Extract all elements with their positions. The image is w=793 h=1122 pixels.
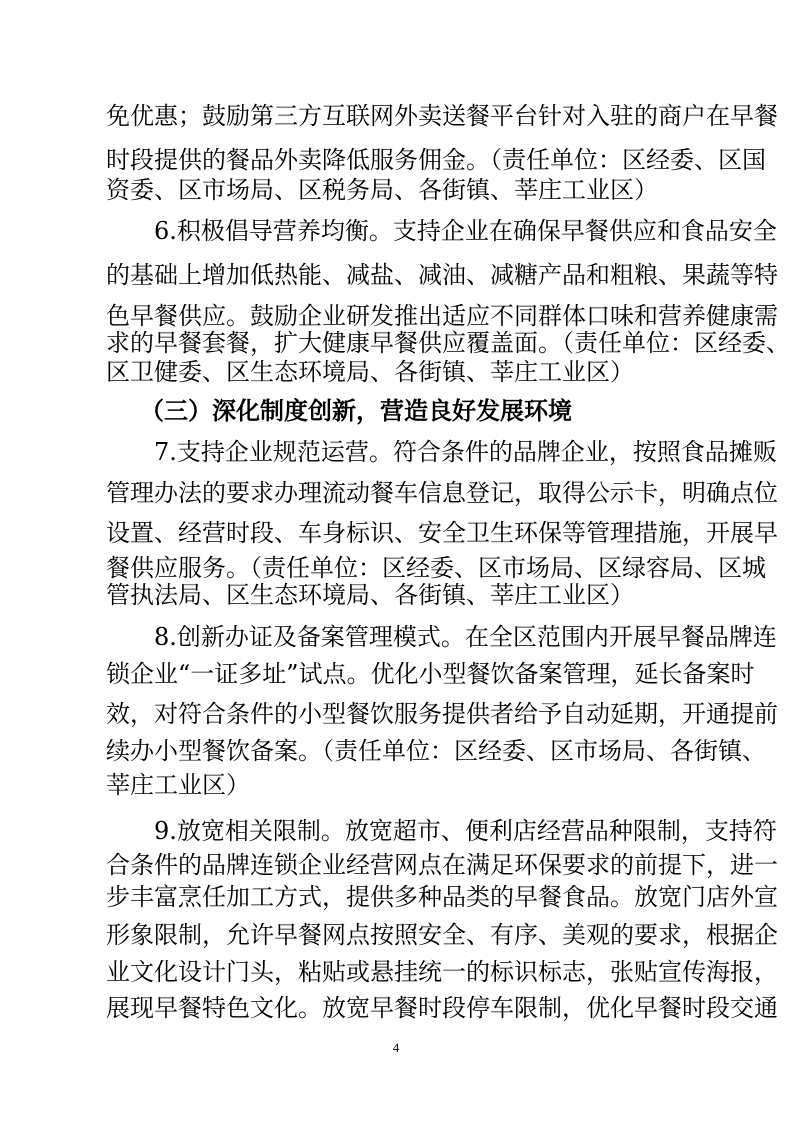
body-text-line: 管理办法的要求办理流动餐车信息登记，取得公示卡，明确点位	[106, 479, 778, 507]
body-text-line: 6.积极倡导营养均衡。支持企业在确保早餐供应和食品安全	[154, 217, 777, 245]
body-text-line: 管执法局、区生态环境局、各街镇、莘庄工业区）	[106, 581, 634, 609]
body-text-line: 资委、区市场局、区税务局、各街镇、莘庄工业区）	[106, 176, 658, 204]
body-text-line: 锁企业“一证多址”试点。优化小型餐饮备案管理，延长备案时	[106, 660, 755, 688]
body-text-line: 合条件的品牌连锁企业经营网点在满足环保要求的前提下，进一	[106, 851, 778, 879]
body-text-line: 求的早餐套餐，扩大健康早餐供应覆盖面。（责任单位：区经委、	[106, 329, 790, 357]
body-text-line: 业文化设计门头，粘贴或悬挂统一的标识标志，张贴宣传海报，	[106, 958, 778, 986]
page-number: 4	[392, 1040, 400, 1055]
body-text-line: 展现早餐特色文化。放宽早餐时段停车限制，优化早餐时段交通	[106, 994, 778, 1022]
body-text-line: 时段提供的餐品外卖降低服务佣金。（责任单位：区经委、区国	[106, 146, 766, 174]
body-text-line: 餐供应服务。（责任单位：区经委、区市场局、区绿容局、区城	[106, 554, 766, 582]
body-text-line: 9.放宽相关限制。放宽超市、便利店经营品种限制，支持符	[154, 817, 777, 845]
body-text-line: 色早餐供应。鼓励企业研发推出适应不同群体口味和营养健康需	[106, 302, 778, 330]
body-text-line: 续办小型餐饮备案。（责任单位：区经委、区市场局、各街镇、	[106, 737, 766, 765]
body-text-line: 的基础上增加低热能、减盐、减油、减糖产品和粗粮、果蔬等特	[106, 261, 778, 289]
body-text-line: 设置、经营时段、车身标识、安全卫生环保等管理措施，开展早	[106, 519, 778, 547]
body-text-line: 效，对符合条件的小型餐饮服务提供者给予自动延期，开通提前	[106, 700, 778, 728]
section-heading: （三）深化制度创新，营造良好发展环境	[140, 397, 572, 425]
body-text-line: 莘庄工业区）	[106, 771, 250, 799]
body-text-line: 形象限制，允许早餐网点按照安全、有序、美观的要求，根据企	[106, 921, 778, 949]
body-text-line: 7.支持企业规范运营。符合条件的品牌企业，按照食品摊贩	[154, 438, 777, 466]
body-text-line: 免优惠；鼓励第三方互联网外卖送餐平台针对入驻的商户在早餐	[106, 102, 778, 130]
body-text-line: 8.创新办证及备案管理模式。在全区范围内开展早餐品牌连	[154, 623, 777, 651]
body-text-line: 区卫健委、区生态环境局、各街镇、莘庄工业区）	[106, 358, 634, 386]
body-text-line: 步丰富烹任加工方式，提供多种品类的早餐食品。放宽门店外宣	[106, 883, 778, 911]
